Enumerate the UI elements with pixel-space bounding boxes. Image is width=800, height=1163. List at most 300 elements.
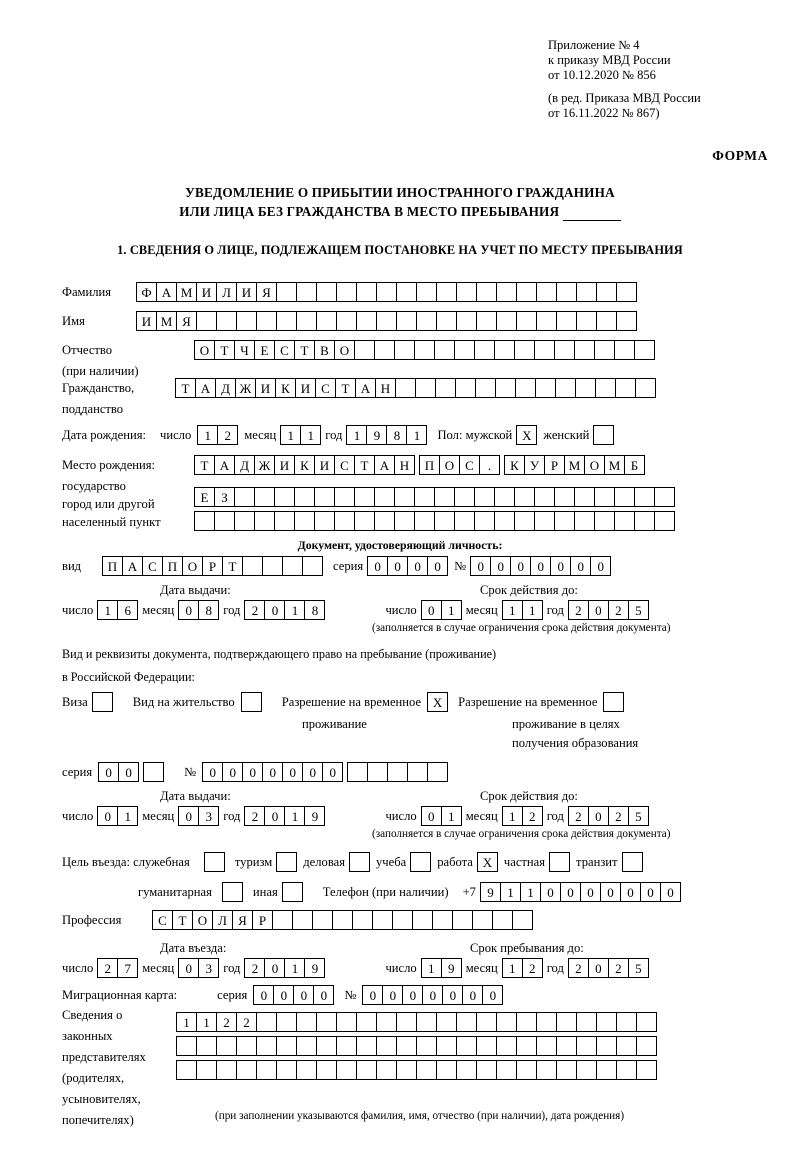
- char-cell[interactable]: [556, 1060, 577, 1080]
- char-cell[interactable]: 1: [406, 425, 427, 445]
- char-cell[interactable]: Е: [194, 487, 215, 507]
- stay-series-input[interactable]: [98, 762, 164, 782]
- char-cell[interactable]: [476, 282, 497, 302]
- char-cell[interactable]: 2: [568, 600, 589, 620]
- char-cell[interactable]: [296, 311, 317, 331]
- char-cell[interactable]: 0: [382, 985, 403, 1005]
- char-cell[interactable]: М: [176, 282, 197, 302]
- char-cell[interactable]: [596, 282, 617, 302]
- char-cell[interactable]: [534, 511, 555, 531]
- char-cell[interactable]: [514, 511, 535, 531]
- stay-valid-day-input[interactable]: [421, 806, 462, 826]
- char-cell[interactable]: С: [152, 910, 173, 930]
- stay-valid-month-input[interactable]: [502, 806, 543, 826]
- char-cell[interactable]: [636, 1036, 657, 1056]
- char-cell[interactable]: 0: [202, 762, 223, 782]
- char-cell[interactable]: [434, 487, 455, 507]
- char-cell[interactable]: [414, 511, 435, 531]
- char-cell[interactable]: [412, 910, 433, 930]
- char-cell[interactable]: 0: [462, 985, 483, 1005]
- char-cell[interactable]: Н: [394, 455, 415, 475]
- char-cell[interactable]: 7: [117, 958, 138, 978]
- patronymic-input[interactable]: [194, 340, 655, 360]
- doc-valid-month-input[interactable]: [502, 600, 543, 620]
- char-cell[interactable]: [414, 487, 435, 507]
- char-cell[interactable]: 0: [530, 556, 551, 576]
- char-cell[interactable]: Ч: [234, 340, 255, 360]
- char-cell[interactable]: [336, 1012, 357, 1032]
- char-cell[interactable]: 2: [236, 1012, 257, 1032]
- char-cell[interactable]: 2: [244, 958, 265, 978]
- char-cell[interactable]: [634, 340, 655, 360]
- char-cell[interactable]: [294, 511, 315, 531]
- char-cell[interactable]: А: [374, 455, 395, 475]
- char-cell[interactable]: [216, 311, 237, 331]
- purpose-service-checkbox[interactable]: [204, 852, 225, 872]
- char-cell[interactable]: 0: [407, 556, 428, 576]
- char-cell[interactable]: 1: [500, 882, 521, 902]
- char-cell[interactable]: [176, 1060, 197, 1080]
- char-cell[interactable]: [374, 340, 395, 360]
- char-cell[interactable]: [492, 910, 513, 930]
- char-cell[interactable]: [434, 340, 455, 360]
- char-cell[interactable]: [556, 1012, 577, 1032]
- char-cell[interactable]: [296, 1012, 317, 1032]
- char-cell[interactable]: 0: [588, 806, 609, 826]
- char-cell[interactable]: А: [214, 455, 235, 475]
- edu-residence-checkbox[interactable]: [603, 692, 624, 712]
- char-cell[interactable]: 0: [387, 556, 408, 576]
- char-cell[interactable]: [594, 487, 615, 507]
- char-cell[interactable]: [336, 282, 357, 302]
- char-cell[interactable]: И: [295, 378, 316, 398]
- char-cell[interactable]: Л: [212, 910, 233, 930]
- purpose-private-checkbox[interactable]: [549, 852, 570, 872]
- char-cell[interactable]: [616, 311, 637, 331]
- char-cell[interactable]: [616, 1012, 637, 1032]
- char-cell[interactable]: 0: [293, 985, 314, 1005]
- char-cell[interactable]: [176, 1036, 197, 1056]
- char-cell[interactable]: Т: [175, 378, 196, 398]
- birth-place-input-row-3[interactable]: [194, 511, 675, 531]
- char-cell[interactable]: [635, 378, 656, 398]
- char-cell[interactable]: [596, 1036, 617, 1056]
- char-cell[interactable]: [616, 1036, 637, 1056]
- char-cell[interactable]: [234, 487, 255, 507]
- char-cell[interactable]: 0: [570, 556, 591, 576]
- char-cell[interactable]: 2: [244, 600, 265, 620]
- char-cell[interactable]: [496, 1036, 517, 1056]
- char-cell[interactable]: Д: [215, 378, 236, 398]
- char-cell[interactable]: И: [255, 378, 276, 398]
- char-cell[interactable]: Ф: [136, 282, 157, 302]
- char-cell[interactable]: [476, 311, 497, 331]
- char-cell[interactable]: 0: [427, 556, 448, 576]
- char-cell[interactable]: [376, 1012, 397, 1032]
- char-cell[interactable]: [615, 378, 636, 398]
- char-cell[interactable]: [236, 1060, 257, 1080]
- purpose-other-checkbox[interactable]: [282, 882, 303, 902]
- sex-female-checkbox[interactable]: [593, 425, 614, 445]
- char-cell[interactable]: [516, 1060, 537, 1080]
- char-cell[interactable]: [196, 1036, 217, 1056]
- char-cell[interactable]: [316, 1012, 337, 1032]
- char-cell[interactable]: 1: [97, 600, 118, 620]
- char-cell[interactable]: Д: [234, 455, 255, 475]
- char-cell[interactable]: [516, 282, 537, 302]
- char-cell[interactable]: [352, 910, 373, 930]
- char-cell[interactable]: [416, 282, 437, 302]
- stay-issue-day-input[interactable]: [97, 806, 138, 826]
- char-cell[interactable]: [314, 511, 335, 531]
- char-cell[interactable]: 0: [313, 985, 334, 1005]
- char-cell[interactable]: [376, 1060, 397, 1080]
- char-cell[interactable]: С: [459, 455, 480, 475]
- char-cell[interactable]: [316, 311, 337, 331]
- char-cell[interactable]: [555, 378, 576, 398]
- char-cell[interactable]: У: [524, 455, 545, 475]
- char-cell[interactable]: [634, 487, 655, 507]
- char-cell[interactable]: [516, 311, 537, 331]
- char-cell[interactable]: 2: [522, 958, 543, 978]
- char-cell[interactable]: О: [334, 340, 355, 360]
- char-cell[interactable]: 2: [216, 1012, 237, 1032]
- char-cell[interactable]: [427, 762, 448, 782]
- char-cell[interactable]: 0: [421, 600, 442, 620]
- char-cell[interactable]: [614, 487, 635, 507]
- char-cell[interactable]: [396, 1012, 417, 1032]
- char-cell[interactable]: [372, 910, 393, 930]
- legal-reps-input-row-2[interactable]: [176, 1036, 657, 1056]
- char-cell[interactable]: [374, 511, 395, 531]
- char-cell[interactable]: И: [236, 282, 257, 302]
- char-cell[interactable]: 1: [502, 958, 523, 978]
- char-cell[interactable]: С: [334, 455, 355, 475]
- stay-until-day-input[interactable]: [421, 958, 462, 978]
- char-cell[interactable]: [336, 1036, 357, 1056]
- purpose-transit-checkbox[interactable]: [622, 852, 643, 872]
- char-cell[interactable]: Я: [176, 311, 197, 331]
- char-cell[interactable]: [332, 910, 353, 930]
- char-cell[interactable]: [596, 1060, 617, 1080]
- char-cell[interactable]: А: [156, 282, 177, 302]
- char-cell[interactable]: [494, 340, 515, 360]
- char-cell[interactable]: 2: [608, 806, 629, 826]
- char-cell[interactable]: [276, 1060, 297, 1080]
- char-cell[interactable]: [636, 1012, 657, 1032]
- char-cell[interactable]: 1: [502, 600, 523, 620]
- char-cell[interactable]: [535, 378, 556, 398]
- char-cell[interactable]: [302, 556, 323, 576]
- char-cell[interactable]: [576, 1060, 597, 1080]
- char-cell[interactable]: [415, 378, 436, 398]
- char-cell[interactable]: О: [192, 910, 213, 930]
- char-cell[interactable]: Я: [256, 282, 277, 302]
- char-cell[interactable]: [634, 511, 655, 531]
- char-cell[interactable]: 9: [304, 806, 325, 826]
- doc-issue-day-input[interactable]: [97, 600, 138, 620]
- char-cell[interactable]: 1: [346, 425, 367, 445]
- char-cell[interactable]: [556, 311, 577, 331]
- char-cell[interactable]: [494, 487, 515, 507]
- char-cell[interactable]: Т: [194, 455, 215, 475]
- char-cell[interactable]: 0: [97, 806, 118, 826]
- birth-place-input-row-2[interactable]: [194, 487, 675, 507]
- char-cell[interactable]: Т: [354, 455, 375, 475]
- migration-series-input[interactable]: [253, 985, 334, 1005]
- char-cell[interactable]: [516, 1012, 537, 1032]
- stay-valid-year-input[interactable]: [568, 806, 649, 826]
- char-cell[interactable]: [394, 511, 415, 531]
- stay-until-month-input[interactable]: [502, 958, 543, 978]
- char-cell[interactable]: [432, 910, 453, 930]
- char-cell[interactable]: 0: [600, 882, 621, 902]
- char-cell[interactable]: [456, 1036, 477, 1056]
- char-cell[interactable]: [636, 1060, 657, 1080]
- char-cell[interactable]: [616, 282, 637, 302]
- char-cell[interactable]: 1: [284, 600, 305, 620]
- char-cell[interactable]: [516, 1036, 537, 1056]
- char-cell[interactable]: [336, 311, 357, 331]
- char-cell[interactable]: 0: [262, 762, 283, 782]
- char-cell[interactable]: [594, 511, 615, 531]
- char-cell[interactable]: [414, 340, 435, 360]
- char-cell[interactable]: [276, 1036, 297, 1056]
- char-cell[interactable]: О: [439, 455, 460, 475]
- residence-permit-checkbox[interactable]: [241, 692, 262, 712]
- char-cell[interactable]: 8: [198, 600, 219, 620]
- char-cell[interactable]: О: [584, 455, 605, 475]
- char-cell[interactable]: 2: [608, 958, 629, 978]
- char-cell[interactable]: [396, 282, 417, 302]
- char-cell[interactable]: М: [564, 455, 585, 475]
- char-cell[interactable]: 0: [422, 985, 443, 1005]
- char-cell[interactable]: [334, 511, 355, 531]
- char-cell[interactable]: 1: [520, 882, 541, 902]
- char-cell[interactable]: [454, 511, 475, 531]
- char-cell[interactable]: 0: [470, 556, 491, 576]
- char-cell[interactable]: [475, 378, 496, 398]
- birth-place-input-row-1[interactable]: [194, 455, 645, 475]
- char-cell[interactable]: 3: [198, 958, 219, 978]
- char-cell[interactable]: Т: [335, 378, 356, 398]
- char-cell[interactable]: [455, 378, 476, 398]
- char-cell[interactable]: 5: [628, 958, 649, 978]
- phone-input[interactable]: [480, 882, 681, 902]
- char-cell[interactable]: [556, 282, 577, 302]
- char-cell[interactable]: [256, 1060, 277, 1080]
- char-cell[interactable]: 1: [117, 806, 138, 826]
- char-cell[interactable]: [574, 487, 595, 507]
- char-cell[interactable]: [576, 282, 597, 302]
- char-cell[interactable]: [394, 487, 415, 507]
- char-cell[interactable]: [495, 378, 516, 398]
- entry-day-input[interactable]: [97, 958, 138, 978]
- char-cell[interactable]: А: [195, 378, 216, 398]
- char-cell[interactable]: Н: [375, 378, 396, 398]
- char-cell[interactable]: 1: [284, 958, 305, 978]
- char-cell[interactable]: [454, 340, 475, 360]
- char-cell[interactable]: Р: [202, 556, 223, 576]
- char-cell[interactable]: [456, 311, 477, 331]
- char-cell[interactable]: [474, 340, 495, 360]
- stay-until-year-input[interactable]: [568, 958, 649, 978]
- char-cell[interactable]: П: [102, 556, 123, 576]
- char-cell[interactable]: [216, 1036, 237, 1056]
- char-cell[interactable]: [354, 487, 375, 507]
- char-cell[interactable]: 0: [588, 958, 609, 978]
- char-cell[interactable]: [574, 511, 595, 531]
- legal-reps-input-row-1[interactable]: [176, 1012, 657, 1032]
- char-cell[interactable]: [194, 511, 215, 531]
- char-cell[interactable]: [334, 487, 355, 507]
- char-cell[interactable]: [356, 1036, 377, 1056]
- char-cell[interactable]: [276, 282, 297, 302]
- char-cell[interactable]: [214, 511, 235, 531]
- char-cell[interactable]: 0: [510, 556, 531, 576]
- char-cell[interactable]: 0: [282, 762, 303, 782]
- char-cell[interactable]: [316, 1060, 337, 1080]
- char-cell[interactable]: 3: [198, 806, 219, 826]
- char-cell[interactable]: [236, 1036, 257, 1056]
- char-cell[interactable]: .: [479, 455, 500, 475]
- char-cell[interactable]: [356, 282, 377, 302]
- char-cell[interactable]: Р: [544, 455, 565, 475]
- char-cell[interactable]: [434, 511, 455, 531]
- char-cell[interactable]: С: [315, 378, 336, 398]
- doc-issue-month-input[interactable]: [178, 600, 219, 620]
- char-cell[interactable]: К: [275, 378, 296, 398]
- char-cell[interactable]: 0: [640, 882, 661, 902]
- char-cell[interactable]: [387, 762, 408, 782]
- char-cell[interactable]: [536, 1036, 557, 1056]
- char-cell[interactable]: [436, 311, 457, 331]
- purpose-humanitarian-checkbox[interactable]: [222, 882, 243, 902]
- char-cell[interactable]: 0: [178, 600, 199, 620]
- char-cell[interactable]: 0: [222, 762, 243, 782]
- char-cell[interactable]: [416, 311, 437, 331]
- char-cell[interactable]: 6: [117, 600, 138, 620]
- char-cell[interactable]: 1: [197, 425, 218, 445]
- char-cell[interactable]: М: [156, 311, 177, 331]
- char-cell[interactable]: [476, 1036, 497, 1056]
- char-cell[interactable]: [296, 1036, 317, 1056]
- char-cell[interactable]: [456, 1012, 477, 1032]
- char-cell[interactable]: 9: [304, 958, 325, 978]
- char-cell[interactable]: [476, 1060, 497, 1080]
- char-cell[interactable]: [614, 511, 635, 531]
- char-cell[interactable]: Т: [294, 340, 315, 360]
- char-cell[interactable]: Ж: [235, 378, 256, 398]
- char-cell[interactable]: Я: [232, 910, 253, 930]
- char-cell[interactable]: 0: [98, 762, 119, 782]
- char-cell[interactable]: 2: [568, 958, 589, 978]
- char-cell[interactable]: [347, 762, 368, 782]
- char-cell[interactable]: 0: [402, 985, 423, 1005]
- char-cell[interactable]: 9: [366, 425, 387, 445]
- citizenship-input[interactable]: [175, 378, 656, 398]
- surname-input[interactable]: [136, 282, 637, 302]
- char-cell[interactable]: [596, 1012, 617, 1032]
- char-cell[interactable]: 1: [522, 600, 543, 620]
- char-cell[interactable]: 2: [97, 958, 118, 978]
- char-cell[interactable]: [496, 311, 517, 331]
- doc-series-input[interactable]: [367, 556, 448, 576]
- char-cell[interactable]: [654, 487, 675, 507]
- char-cell[interactable]: [367, 762, 388, 782]
- char-cell[interactable]: [512, 910, 533, 930]
- doc-number-input[interactable]: [470, 556, 611, 576]
- char-cell[interactable]: [276, 1012, 297, 1032]
- char-cell[interactable]: [536, 1012, 557, 1032]
- char-cell[interactable]: 1: [196, 1012, 217, 1032]
- char-cell[interactable]: [254, 511, 275, 531]
- char-cell[interactable]: Т: [172, 910, 193, 930]
- char-cell[interactable]: [274, 487, 295, 507]
- char-cell[interactable]: 0: [362, 985, 383, 1005]
- char-cell[interactable]: 0: [178, 806, 199, 826]
- char-cell[interactable]: М: [604, 455, 625, 475]
- char-cell[interactable]: [234, 511, 255, 531]
- char-cell[interactable]: [312, 910, 333, 930]
- doc-valid-day-input[interactable]: [421, 600, 462, 620]
- char-cell[interactable]: [272, 910, 293, 930]
- char-cell[interactable]: И: [196, 282, 217, 302]
- char-cell[interactable]: П: [419, 455, 440, 475]
- char-cell[interactable]: 2: [568, 806, 589, 826]
- char-cell[interactable]: [436, 282, 457, 302]
- name-input[interactable]: [136, 311, 637, 331]
- birth-month-input[interactable]: [280, 425, 321, 445]
- char-cell[interactable]: [416, 1036, 437, 1056]
- char-cell[interactable]: [143, 762, 164, 782]
- char-cell[interactable]: 0: [264, 600, 285, 620]
- char-cell[interactable]: 5: [628, 600, 649, 620]
- purpose-work-checkbox[interactable]: X: [477, 852, 498, 872]
- doc-valid-year-input[interactable]: [568, 600, 649, 620]
- char-cell[interactable]: 0: [442, 985, 463, 1005]
- char-cell[interactable]: [596, 311, 617, 331]
- char-cell[interactable]: [356, 311, 377, 331]
- char-cell[interactable]: 0: [482, 985, 503, 1005]
- char-cell[interactable]: [296, 282, 317, 302]
- char-cell[interactable]: П: [162, 556, 183, 576]
- char-cell[interactable]: 2: [608, 600, 629, 620]
- char-cell[interactable]: [514, 340, 535, 360]
- char-cell[interactable]: Е: [254, 340, 275, 360]
- char-cell[interactable]: [336, 1060, 357, 1080]
- char-cell[interactable]: [196, 311, 217, 331]
- stay-number-input[interactable]: [202, 762, 448, 782]
- purpose-study-checkbox[interactable]: [410, 852, 431, 872]
- birth-year-input[interactable]: [346, 425, 427, 445]
- char-cell[interactable]: [196, 1060, 217, 1080]
- char-cell[interactable]: [576, 1012, 597, 1032]
- char-cell[interactable]: [374, 487, 395, 507]
- char-cell[interactable]: [416, 1060, 437, 1080]
- char-cell[interactable]: [534, 487, 555, 507]
- char-cell[interactable]: [294, 487, 315, 507]
- char-cell[interactable]: 2: [522, 806, 543, 826]
- char-cell[interactable]: 1: [284, 806, 305, 826]
- char-cell[interactable]: Б: [624, 455, 645, 475]
- char-cell[interactable]: 1: [441, 600, 462, 620]
- char-cell[interactable]: [276, 311, 297, 331]
- char-cell[interactable]: 1: [300, 425, 321, 445]
- char-cell[interactable]: Ж: [254, 455, 275, 475]
- legal-reps-input-row-3[interactable]: [176, 1060, 657, 1080]
- char-cell[interactable]: 0: [273, 985, 294, 1005]
